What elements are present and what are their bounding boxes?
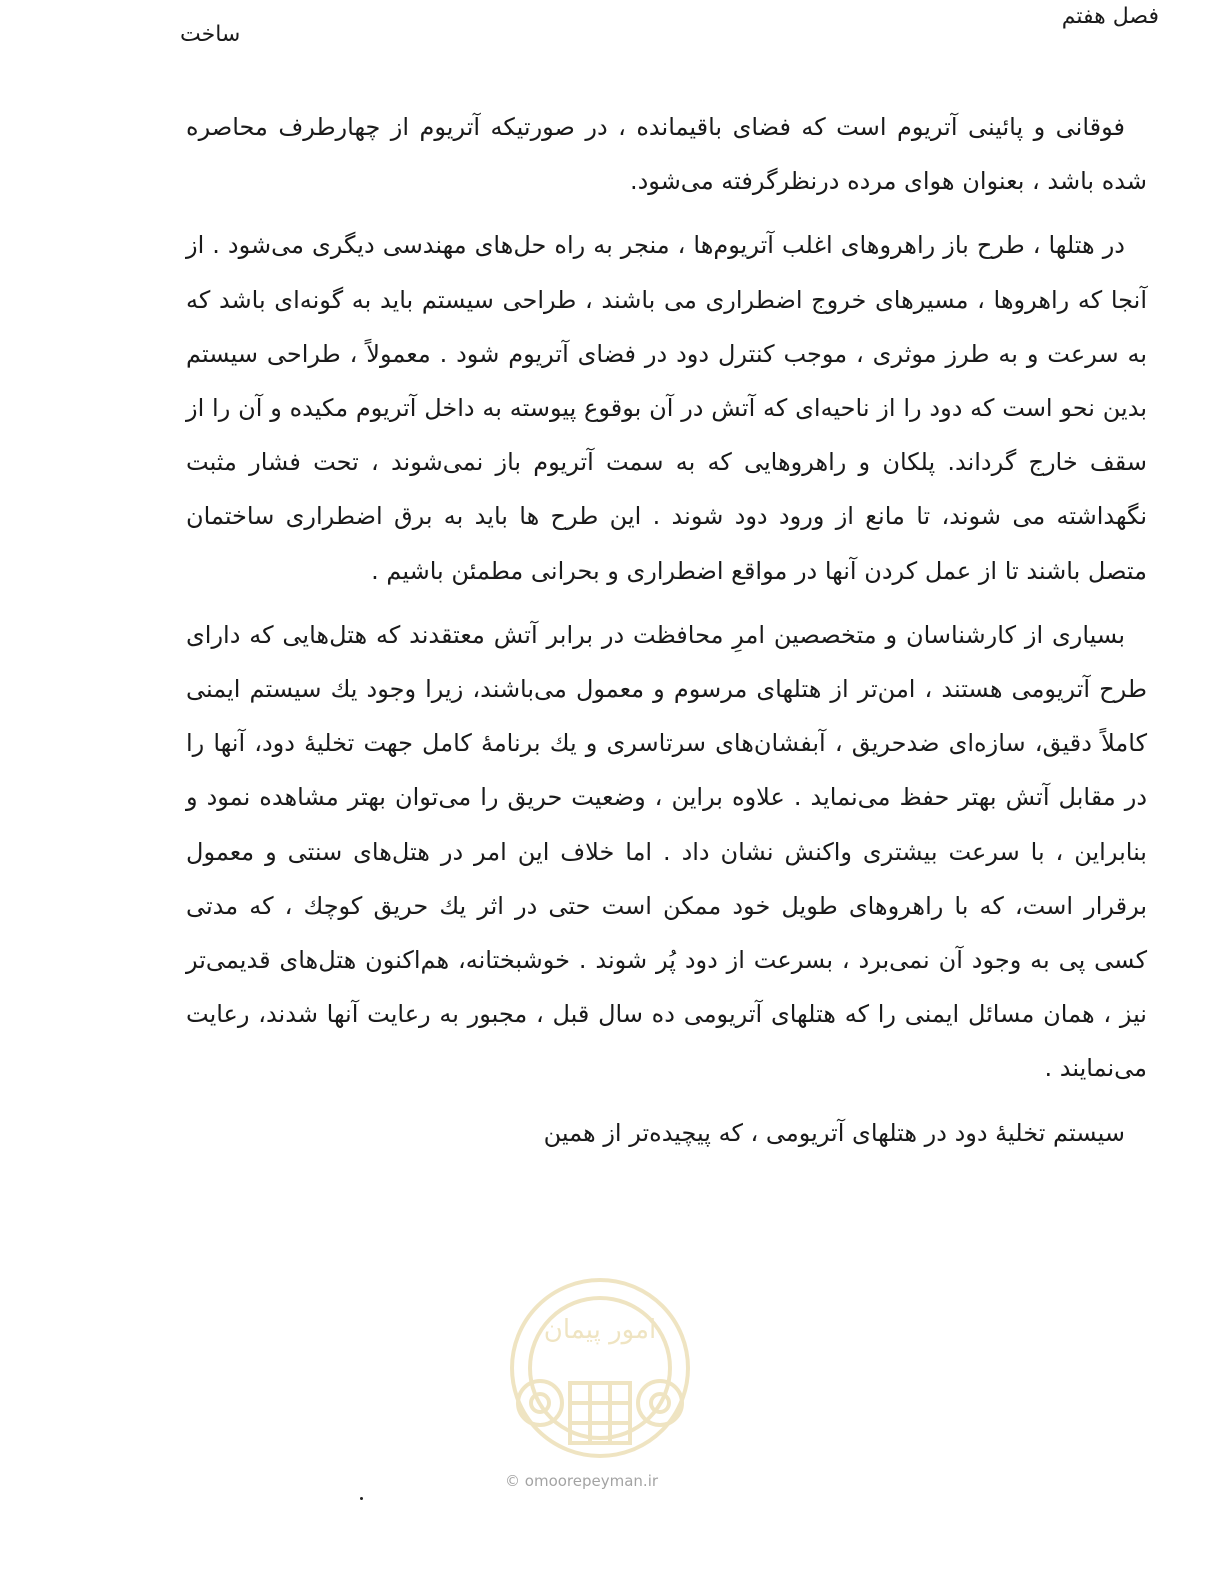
paragraph-2: در هتلها ، طرح باز راهروهای اغلب آتریوم‌ها ، منجر به راه حل‌های مهندسی دیگری می‌شود . از آنجا که راهروها ، مسیرهای خروج اضطراری می باشند ، طراحی سیستم باید به گونه‌ای باشد که به سرعت و به طرز موثری ، موجب کنترل دود در فضای آتریوم شود . معمولاً ، طراحی سیستم بدین نحو است که دود را از ناحیه‌ای که آتش در آن بوقوع پیوسته به داخل آتریوم مکیده و آن را از سقف خارج گرداند. پلکان و راهروهایی که به سمت آتریوم باز نمی‌شوند ، تحت فشار مثبت نگهداشته می شوند، تا مانع از ورود دود شوند . این طرح ها باید به برق اضطراری ساختمان متصل باشند تا از عمل کردن آنها در مواقع اضطراری و بحرانی مطمئن باشیم . <box>186 231 1147 585</box>
paragraph-4: سیستم تخلیهٔ دود در هتلهای آتریومی ، که پیچیده‌تر از همین <box>543 1118 1125 1147</box>
scan-speck <box>360 1497 363 1500</box>
watermark-site-label: omoorepeyman.ir <box>524 1472 659 1490</box>
body-text <box>186 100 1147 1160</box>
section-heading: ساخت <box>180 22 241 47</box>
copyright-icon: © <box>505 1472 520 1490</box>
paragraph-3: بسیاری از کارشناسان و متخصصین امرِ محافظت در برابر آتش معتقدند که هتل‌هایی که دارای طرح آتریومی هستند ، امن‌تر از هتلهای مرسوم و معمول می‌باشند، زیرا وجود یك سیستم ایمنی کاملاً دقیق، سازه‌ای ضدحریق ، آبفشان‌های سرتاسری و یك برنامهٔ کامل جهت تخلیهٔ دود، آنها را در مقابل آتش بهتر حفظ می‌نماید . علاوه براین ، وضعیت حریق را می‌توان بهتر مشاهده نمود و بنابراین ، با سرعت بیشتری واکنش نشان داد . اما خلاف این امر در هتل‌های سنتی و معمول برقرار است، که با راهروهای طویل خود ممکن است حتی در اثر یك حریق کوچك ، که مدتی کسی پی به وجود آن نمی‌برد ، بسرعت از دود پُر شوند . خوشبختانه، هم‌اکنون هتل‌های قدیمی‌تر نیز ، همان مسائل ایمنی را که هتلهای آتریومی ده سال قبل ، مجبور به رعایت آنها شدند، رعایت می‌نمایند . <box>186 620 1147 1083</box>
chapter-heading: فصل هفتم <box>1061 4 1159 29</box>
paragraph-1: فوقانی و پائینی آتریوم است که فضای باقیمانده ، در صورتیکه آتریوم از چهارطرف محاصره شده باشد ، بعنوان هوای مرده درنظرگرفته می‌شود. <box>186 113 1147 196</box>
watermark-logo-text: امور پیمان <box>543 1315 657 1345</box>
watermark-site <box>505 1472 658 1490</box>
